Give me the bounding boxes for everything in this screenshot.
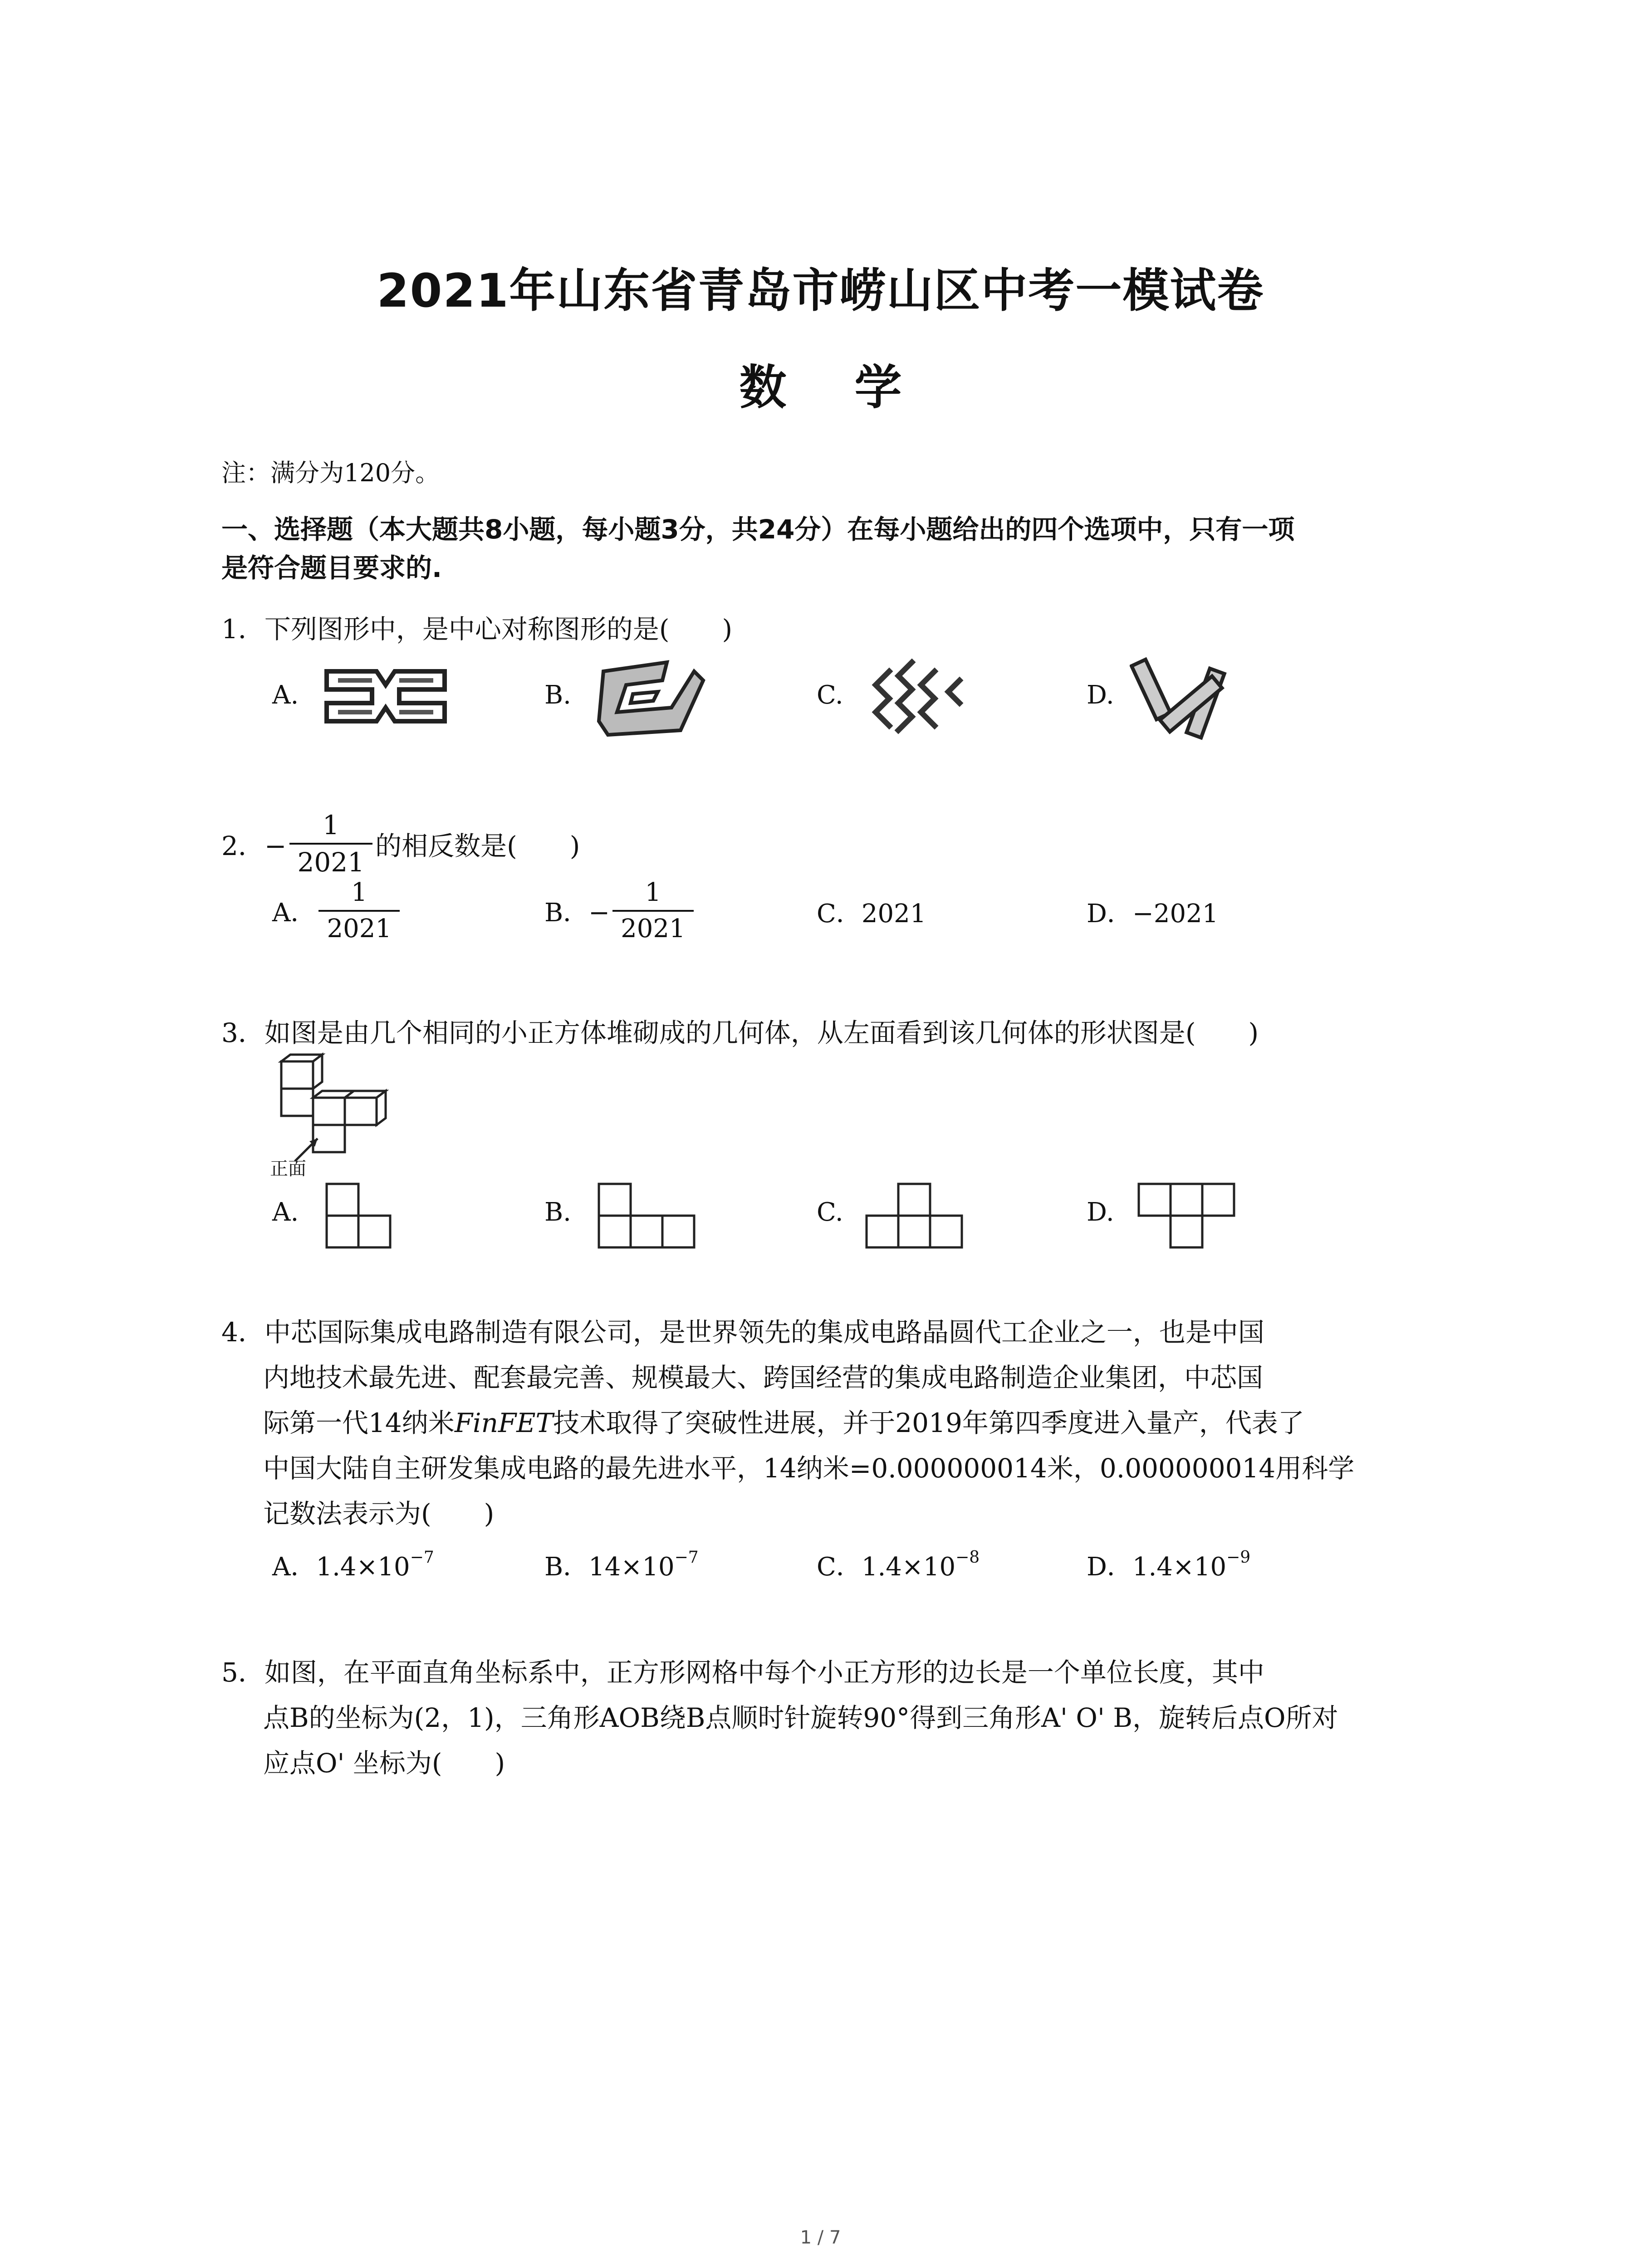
q4-option-d-base: D．1.4×10 (1087, 1552, 1227, 1582)
q4-line3-part2: 技术取得了突破性进展，并于2019年第四季度进入量产，代表了 (553, 1408, 1304, 1438)
q4-line3 (263, 1402, 1304, 1440)
q3-option-d-figure (1134, 1179, 1243, 1256)
q2-option-b-num: 1 (645, 878, 661, 907)
q2-number: 2．− (221, 831, 287, 861)
q1-option-a-label: A. (272, 680, 299, 710)
q3-option-a-label: A. (272, 1198, 299, 1227)
q4-option-b-base: B．14×10 (544, 1552, 675, 1582)
q1-stem: 1．下列图形中，是中心对称图形的是( ) (221, 614, 733, 645)
exam-title: 2021年山东省青岛市崂山区中考一模试卷 (377, 264, 1264, 318)
q3-option-c-label: C. (817, 1198, 843, 1227)
q3-option-d-label: D. (1087, 1198, 1114, 1227)
page-number: 1 / 7 (800, 2227, 841, 2248)
q2-option-a (272, 880, 402, 942)
score-note: 注：满分为120分。 (221, 459, 440, 487)
q4-line2: 内地技术最先进、配套最完善、规模最大、跨国经营的集成电路制造企业集团，中芯国 (263, 1362, 1264, 1393)
q3-option-a-figure (322, 1179, 399, 1256)
q4-finfet: FinFET (454, 1408, 554, 1438)
q2-option-b (544, 880, 696, 942)
q1-figure-a (318, 658, 454, 735)
q5-line2: 点B的坐标为(2，1)，三角形AOB绕B点顺时针旋转90°得到三角形A' O' B，旋转后点O所对 (263, 1702, 1338, 1733)
q3-cube-stack-figure (268, 1052, 413, 1161)
q2-option-b-fraction (612, 880, 694, 942)
q2-frac-num: 1 (322, 810, 339, 841)
q2-stem (221, 810, 580, 878)
q4-option-a-base: A．1.4×10 (272, 1552, 410, 1582)
q4-line1: 4．中芯国际集成电路制造有限公司，是世界领先的集成电路晶圆代工企业之一，也是中国 (221, 1317, 1264, 1348)
q5-line1: 5．如图，在平面直角坐标系中，正方形网格中每个小正方形的边长是一个单位长度，其中 (221, 1657, 1264, 1688)
q1-option-c-label: C. (817, 680, 843, 710)
q3-stem: 3．如图是由几个相同的小正方体堆砌成的几何体，从左面看到该几何体的形状图是( ) (221, 1017, 1259, 1048)
q3-option-b-figure (594, 1179, 703, 1256)
q2-option-d: D．−2021 (1087, 899, 1219, 929)
q3-front-label: 正面 (270, 1158, 306, 1179)
q3-option-c-figure (862, 1179, 971, 1256)
q2-option-c: C．2021 (817, 899, 926, 929)
section-heading-line1: 一、选择题（本大题共8小题，每小题3分，共24分）在每小题给出的四个选项中，只有一项 (221, 514, 1295, 545)
q3-option-b-label: B. (544, 1198, 571, 1227)
q2-option-a-label: A． (272, 898, 316, 928)
q2-frac-den: 2021 (289, 843, 373, 875)
q2-tail: 的相反数是( ) (375, 831, 580, 861)
q4-line4: 中国大陆自主研发集成电路的最先进水平，14纳米=0.000000014米，0.000000014用科学 (263, 1453, 1355, 1484)
q4-option-a (272, 1547, 434, 1583)
q1-figure-c (862, 653, 980, 744)
exam-subject: 数学 (739, 360, 970, 415)
q4-line5: 记数法表示为( ) (263, 1498, 495, 1529)
q2-option-a-num: 1 (351, 878, 367, 907)
q2-fraction (289, 810, 373, 878)
q4-option-c (817, 1547, 980, 1583)
q1-figure-b (590, 653, 708, 744)
q1-option-b-label: B. (544, 680, 571, 710)
q2-option-a-fraction (318, 880, 400, 942)
q5-line3: 应点O' 坐标为( ) (263, 1748, 505, 1779)
q4-option-a-exp: −7 (410, 1548, 434, 1567)
q2-option-a-den: 2021 (318, 910, 400, 942)
q4-option-d (1087, 1547, 1250, 1583)
section-heading-line2: 是符合题目要求的. (221, 552, 442, 583)
q4-option-b-exp: −7 (674, 1548, 699, 1567)
q1-option-d-label: D. (1087, 680, 1114, 710)
q1-figure-d (1130, 651, 1243, 751)
q4-option-b (544, 1547, 699, 1583)
q4-line3-part1: 际第一代14纳米 (263, 1408, 455, 1438)
q2-option-b-label: B．− (544, 898, 610, 928)
q4-option-c-base: C．1.4×10 (817, 1552, 956, 1582)
q2-option-b-den: 2021 (612, 910, 694, 942)
q4-option-d-exp: −9 (1226, 1548, 1251, 1567)
q4-option-c-exp: −8 (955, 1548, 980, 1567)
